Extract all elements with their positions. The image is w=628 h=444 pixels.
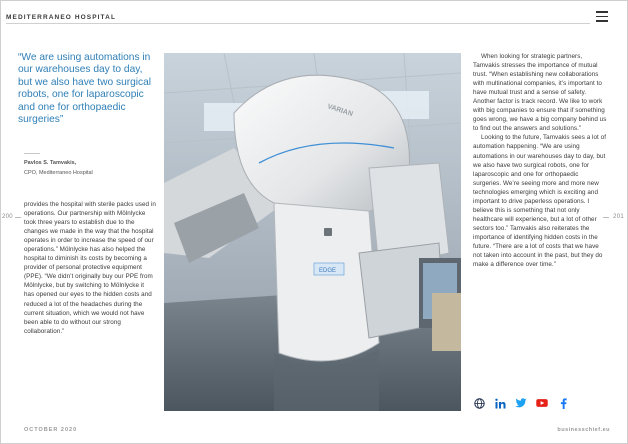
pull-quote: “We are using automations in our warehouses day to day, but we also have two surgical robots, one for laparoscopic and one for orthopaedic surgeries”: [18, 52, 152, 126]
twitter-icon[interactable]: [515, 397, 527, 409]
article-left-column: [24, 200, 156, 336]
article-right-column: [473, 52, 608, 269]
facebook-icon[interactable]: [557, 397, 569, 409]
quote-author-role: CPO, Mediterraneo Hospital: [24, 170, 93, 176]
masthead-divider: [6, 23, 590, 24]
publication-masthead: MEDITERRANEO HOSPITAL: [6, 14, 117, 21]
page-number-left-tick: [15, 217, 21, 218]
quote-divider: [24, 153, 40, 154]
hamburger-menu-icon[interactable]: [596, 11, 608, 22]
website-link[interactable]: businesschief.eu: [557, 427, 610, 433]
page-number-right: 201: [613, 214, 624, 220]
linkedin-icon[interactable]: [494, 397, 506, 409]
quote-author-name: Pavlos S. Tamvakis,: [24, 160, 77, 166]
globe-icon[interactable]: [473, 397, 485, 409]
machine-badge-label: EDGE: [319, 268, 337, 274]
right-column-paragraph-2: Looking to the future, Tamvakis sees a lot of automation happening. “We are using automations in our warehouses day to day, but we also have two surgical robots, one for laparoscopic and one for orthopaedic surgeries. We’re seeing more and more new technologies emerging which is exciting and important to drive paperless operations. I believe this is something that not only healthcare will experience, but a lot of other sectors too.” Tamvakis also reiterates the importance of identifying hidden costs in the future. “There are a lot of costs that we have not taken into account in the past, but they do make a difference over time.”: [473, 134, 606, 269]
right-column-paragraph-1: When looking for strategic partners, Tamvakis stresses the importance of mutual trust. “When establishing new collaborations with multinational companies, it’s important to have mutual trust and a sense of safety. Another factor is track record. We like to work with big companies to ensure that if something goes wrong, we have a big company behind us to find out the answers and solutions.”: [473, 53, 607, 133]
left-column-paragraph: provides the hospital with sterile packs used in operations. Our partnership with Mölnlycke took three years to establish due to the changes we made in the way that the hospital operates in order to increase the speed of our operations.” Mölnlycke has also helped the hospital to diminish its costs by becoming a provider of personal protective equipment (PPE). “We didn’t originally buy our PPE from Mölnlycke, but by switching to Mölnlycke it has opened our eyes to the hidden costs and reduced a lot of the headaches during the current situation, which we would not have been able to do without our strong collaboration.”: [24, 201, 156, 335]
page-number-left: 200: [2, 214, 13, 220]
social-links: [473, 397, 569, 409]
machine-brand-label: VARIAN: [326, 103, 354, 119]
youtube-icon[interactable]: [536, 397, 548, 409]
radiotherapy-machine-photo: [164, 53, 461, 411]
issue-date: OCTOBER 2020: [24, 427, 78, 433]
